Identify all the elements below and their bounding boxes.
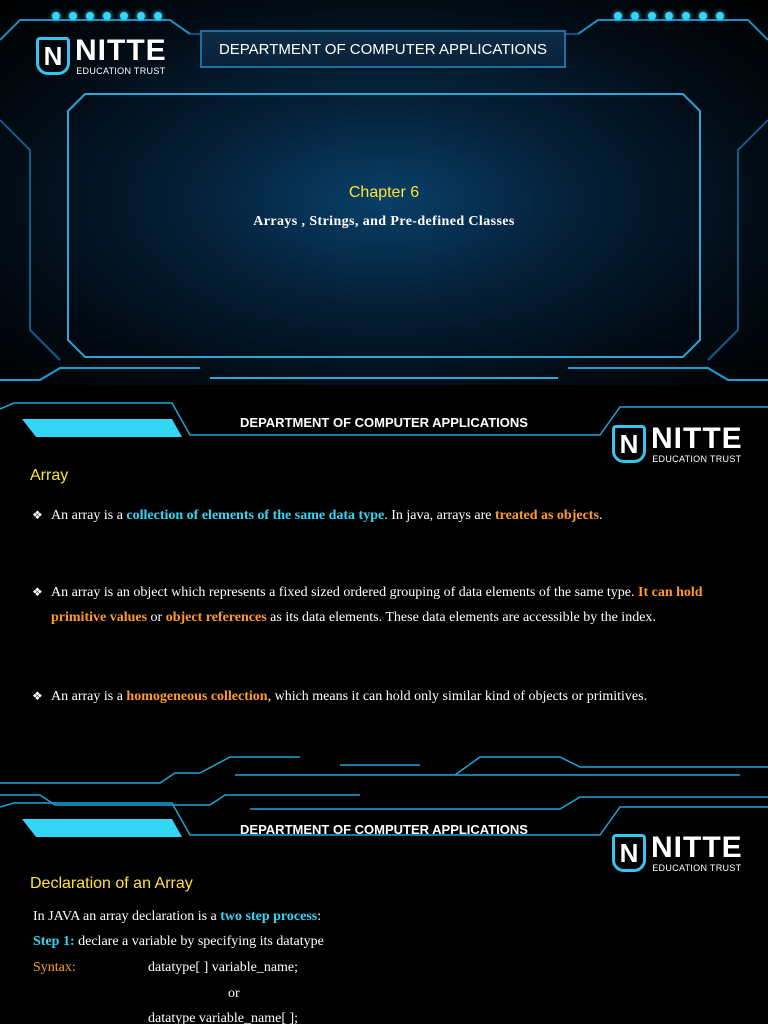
nitte-logo	[612, 833, 743, 873]
or-text: or	[228, 986, 240, 1001]
slide-header-graphic	[0, 785, 768, 1024]
nitte-n-icon: N	[612, 834, 646, 872]
department-title: DEPARTMENT OF COMPUTER APPLICATIONS	[240, 415, 528, 430]
department-title: DEPARTMENT OF COMPUTER APPLICATIONS	[240, 822, 528, 837]
syntax-code-1: datatype[ ] variable_name;	[148, 960, 299, 975]
logo-brand: NITTE	[75, 34, 167, 67]
slide-footer-graphic	[0, 385, 768, 785]
department-title: DEPARTMENT OF COMPUTER APPLICATIONS	[200, 30, 566, 68]
logo-subtitle: EDUCATION TRUST	[76, 66, 166, 76]
syntax-label: Syntax:	[33, 960, 76, 975]
bullet-item: ❖ An array is a homogeneous collection, which means it can hold only similar kind of objects or primitives.	[32, 684, 732, 709]
bullet-item: ❖ An array is an object which represents a fixed sized ordered grouping of data elements of the same type. It can hold primitive values or object references as its data elements. These data elements are accessible by the index.	[32, 580, 732, 630]
section-heading: Array	[30, 467, 69, 484]
decorative-dots-right	[614, 12, 724, 20]
array-slide	[0, 385, 768, 785]
diamond-bullet-icon: ❖	[32, 508, 43, 522]
declaration-slide	[0, 785, 768, 1024]
logo-brand: NITTE	[651, 831, 743, 864]
diamond-bullet-icon: ❖	[32, 689, 43, 703]
chapter-title: Chapter 6	[348, 184, 420, 201]
section-heading: Declaration of an Array	[30, 875, 193, 892]
logo-brand: NITTE	[651, 422, 743, 455]
title-slide	[0, 0, 768, 385]
nitte-n-icon: N	[612, 425, 646, 463]
step-line: Step 1: declare a variable by specifying its datatype	[33, 934, 324, 949]
chapter-subtitle: Arrays , Strings, and Pre-defined Classes	[253, 214, 515, 229]
logo-subtitle: EDUCATION TRUST	[652, 454, 742, 464]
diamond-bullet-icon: ❖	[32, 585, 43, 599]
syntax-code-2: datatype variable_name[ ];	[148, 1011, 299, 1024]
decorative-dots-left	[52, 12, 162, 20]
logo-subtitle: EDUCATION TRUST	[652, 863, 742, 873]
nitte-logo	[36, 36, 167, 76]
bullet-item: ❖ An array is a collection of elements of the same data type. In java, arrays are treated as objects.	[32, 503, 732, 528]
nitte-n-icon: N	[36, 37, 70, 75]
intro-line: In JAVA an array declaration is a two step process:	[33, 909, 322, 924]
